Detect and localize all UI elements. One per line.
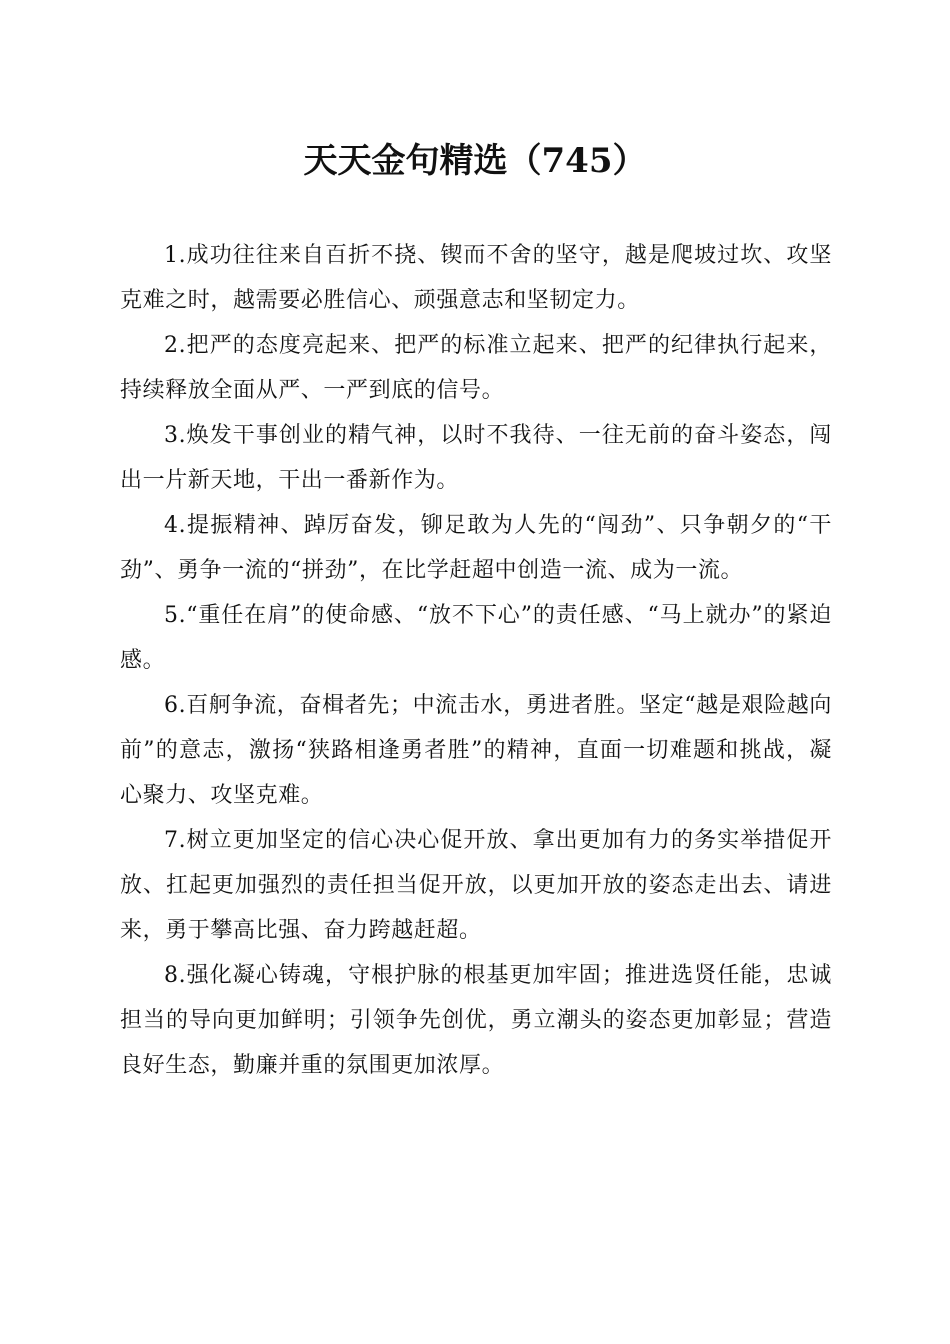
quote-paragraph-1: 1.成功往往来自百折不挠、锲而不舍的坚守，越是爬坡过坎、攻坚克难之时，越需要必胜信心、顽强意志和坚韧定力。: [120, 243, 832, 313]
quote-paragraph-3: 3.焕发干事创业的精气神，以时不我待、一往无前的奋斗姿态，闯出一片新天地，干出一番新作为。: [120, 423, 832, 493]
quote-paragraph-7: 7.树立更加坚定的信心决心促开放、拿出更加有力的务实举措促开放、扛起更加强烈的责任担当促开放，以更加开放的姿态走出去、请进来，勇于攀高比强、奋力跨越赶超。: [120, 828, 832, 943]
quote-paragraph-4: 4.提振精神、踔厉奋发，铆足敢为人先的“闯劲”、只争朝夕的“干劲”、勇争一流的“拼劲”，在比学赶超中创造一流、成为一流。: [120, 513, 832, 583]
document-title: 天天金句精选（745）: [303, 141, 647, 181]
document-body: [120, 233, 832, 1088]
quote-paragraph-6: 6.百舸争流，奋楫者先；中流击水，勇进者胜。坚定“越是艰险越向前”的意志，激扬“狭路相逢勇者胜”的精神，直面一切难题和挑战，凝心聚力、攻坚克难。: [120, 693, 832, 808]
quote-paragraph-2: 2.把严的态度亮起来、把严的标准立起来、把严的纪律执行起来，持续释放全面从严、一严到底的信号。: [120, 333, 832, 403]
quote-paragraph-8: 8.强化凝心铸魂，守根护脉的根基更加牢固；推进选贤任能，忠诚担当的导向更加鲜明；引领争先创优，勇立潮头的姿态更加彰显；营造良好生态，勤廉并重的氛围更加浓厚。: [120, 963, 832, 1078]
quote-paragraph-5: 5.“重任在肩”的使命感、“放不下心”的责任感、“马上就办”的紧迫感。: [120, 603, 832, 673]
